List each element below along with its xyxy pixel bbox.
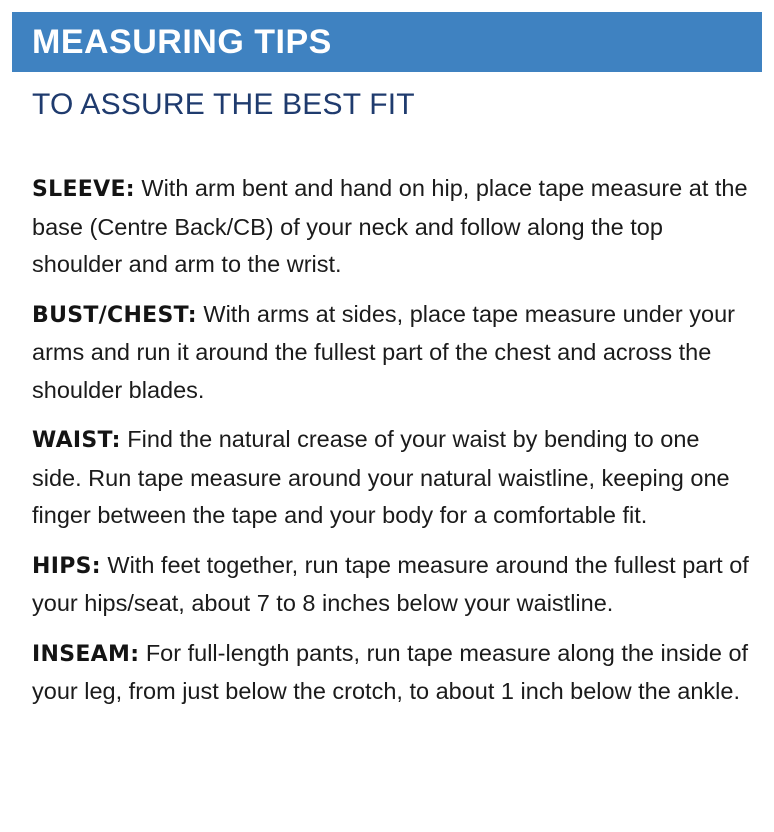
tip-label: INSEAM: (32, 641, 140, 667)
tip-text: Find the natural crease of your waist by bending to one side. Run tape measure around your natural waistline, keeping one finger between the tape and your body for a comfortable fit. (32, 426, 730, 528)
tip-bust-chest (32, 296, 752, 410)
header-banner (12, 12, 762, 72)
tip-label: BUST/CHEST: (32, 302, 197, 328)
tips-list (32, 170, 752, 723)
tip-hips (32, 547, 752, 623)
page-title: MEASURING TIPS (32, 23, 332, 61)
tip-text: With feet together, run tape measure around the fullest part of your hips/seat, about 7 to 8 inches below your waistline. (32, 551, 749, 616)
tip-text: For full-length pants, run tape measure along the inside of your leg, from just below the crotch, to about 1 inch below the ankle. (32, 639, 749, 704)
tip-inseam (32, 635, 752, 711)
tip-text: With arms at sides, place tape measure under your arms and run it around the fullest part of the chest and across the shoulder blades. (32, 300, 735, 403)
page-subtitle: TO ASSURE THE BEST FIT (32, 88, 415, 121)
tip-label: HIPS: (32, 553, 101, 579)
tip-label: WAIST: (32, 428, 121, 453)
tip-text: With arm bent and hand on hip, place tape measure at the base (Centre Back/CB) of your neck and follow along the top shoulder and arm to the wrist. (32, 175, 748, 277)
tip-waist (32, 421, 752, 535)
tip-sleeve (32, 170, 752, 284)
tip-label: SLEEVE: (32, 177, 135, 202)
